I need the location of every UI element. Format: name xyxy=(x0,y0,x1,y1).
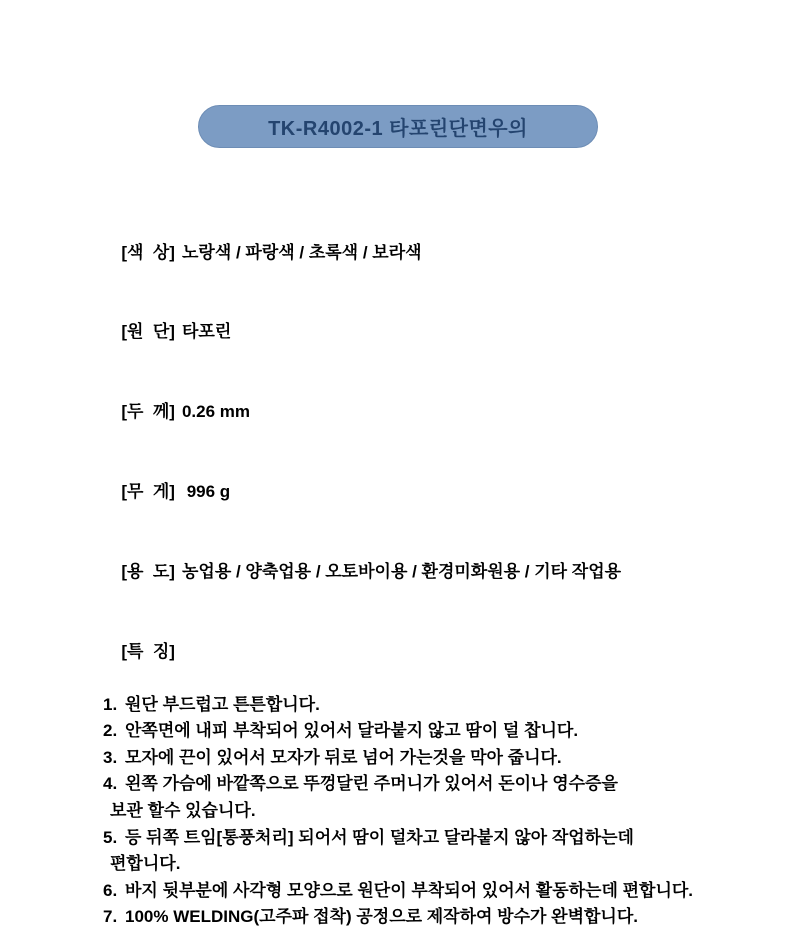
feature-item-2 xyxy=(93,718,753,745)
feature-number: 4. xyxy=(103,774,118,794)
spec-row-color xyxy=(93,213,753,293)
feature-number: 3. xyxy=(103,747,118,767)
spec-row-features-header xyxy=(93,612,753,692)
feature-text: 바지 뒷부분에 사각형 모양으로 원단이 부착되어 있어서 활동하는데 편합니다. xyxy=(125,880,694,900)
spec-value: 타포린 xyxy=(181,322,232,342)
spec-value: 농업용 / 양축업용 / 오토바이용 / 환경미화원용 / 기타 작업용 xyxy=(181,561,622,581)
product-title-banner xyxy=(198,105,598,148)
spec-label: [원 단] xyxy=(121,322,175,342)
feature-text: 왼쪽 가슴에 바깥쪽으로 뚜껑달린 주머니가 있어서 돈이나 영수증을 xyxy=(125,774,618,794)
spec-value: 996 g xyxy=(181,481,231,501)
feature-text-continued: 편합니다. xyxy=(110,854,181,874)
feature-text: 원단 부드럽고 튼튼합니다. xyxy=(125,694,320,714)
feature-number: 6. xyxy=(103,880,118,900)
spec-row-weight xyxy=(93,452,753,532)
feature-text: 등 뒤쪽 트임[통풍처리] 되어서 땀이 덜차고 달라붙지 않아 작업하는데 xyxy=(125,827,634,847)
feature-text-continued: 보관 할수 있습니다. xyxy=(110,801,256,821)
spec-content xyxy=(93,213,753,931)
feature-item-7 xyxy=(93,904,753,931)
feature-number: 5. xyxy=(103,827,118,847)
feature-item-1 xyxy=(93,692,753,719)
feature-number: 1. xyxy=(103,694,118,714)
spec-label: [무 게] xyxy=(121,481,175,501)
spec-row-usage xyxy=(93,532,753,612)
feature-text: 100% WELDING(고주파 접착) 공정으로 제작하여 방수가 완벽합니다. xyxy=(125,907,638,927)
spec-label: [색 상] xyxy=(121,242,175,262)
feature-number: 2. xyxy=(103,721,118,741)
spec-label: [두 께] xyxy=(121,402,175,422)
feature-item-6 xyxy=(93,878,753,905)
spec-label: [특 징] xyxy=(121,641,175,661)
feature-text: 모자에 끈이 있어서 모자가 뒤로 넘어 가는것을 막아 줍니다. xyxy=(125,747,562,767)
spec-label: [용 도] xyxy=(121,561,175,581)
spec-value: 0.26 mm xyxy=(181,402,251,422)
feature-number: 7. xyxy=(103,907,118,927)
spec-value: 노랑색 / 파랑색 / 초록색 / 보라색 xyxy=(181,242,422,262)
spec-row-thickness xyxy=(93,373,753,453)
feature-item-3 xyxy=(93,745,753,772)
feature-item-5 xyxy=(93,825,753,878)
feature-item-4 xyxy=(93,771,753,824)
spec-row-fabric xyxy=(93,293,753,373)
feature-text: 안쪽면에 내피 부착되어 있어서 달라붙지 않고 땀이 덜 찹니다. xyxy=(125,721,579,741)
product-title: TK-R4002-1 타포린단면우의 xyxy=(268,118,528,140)
